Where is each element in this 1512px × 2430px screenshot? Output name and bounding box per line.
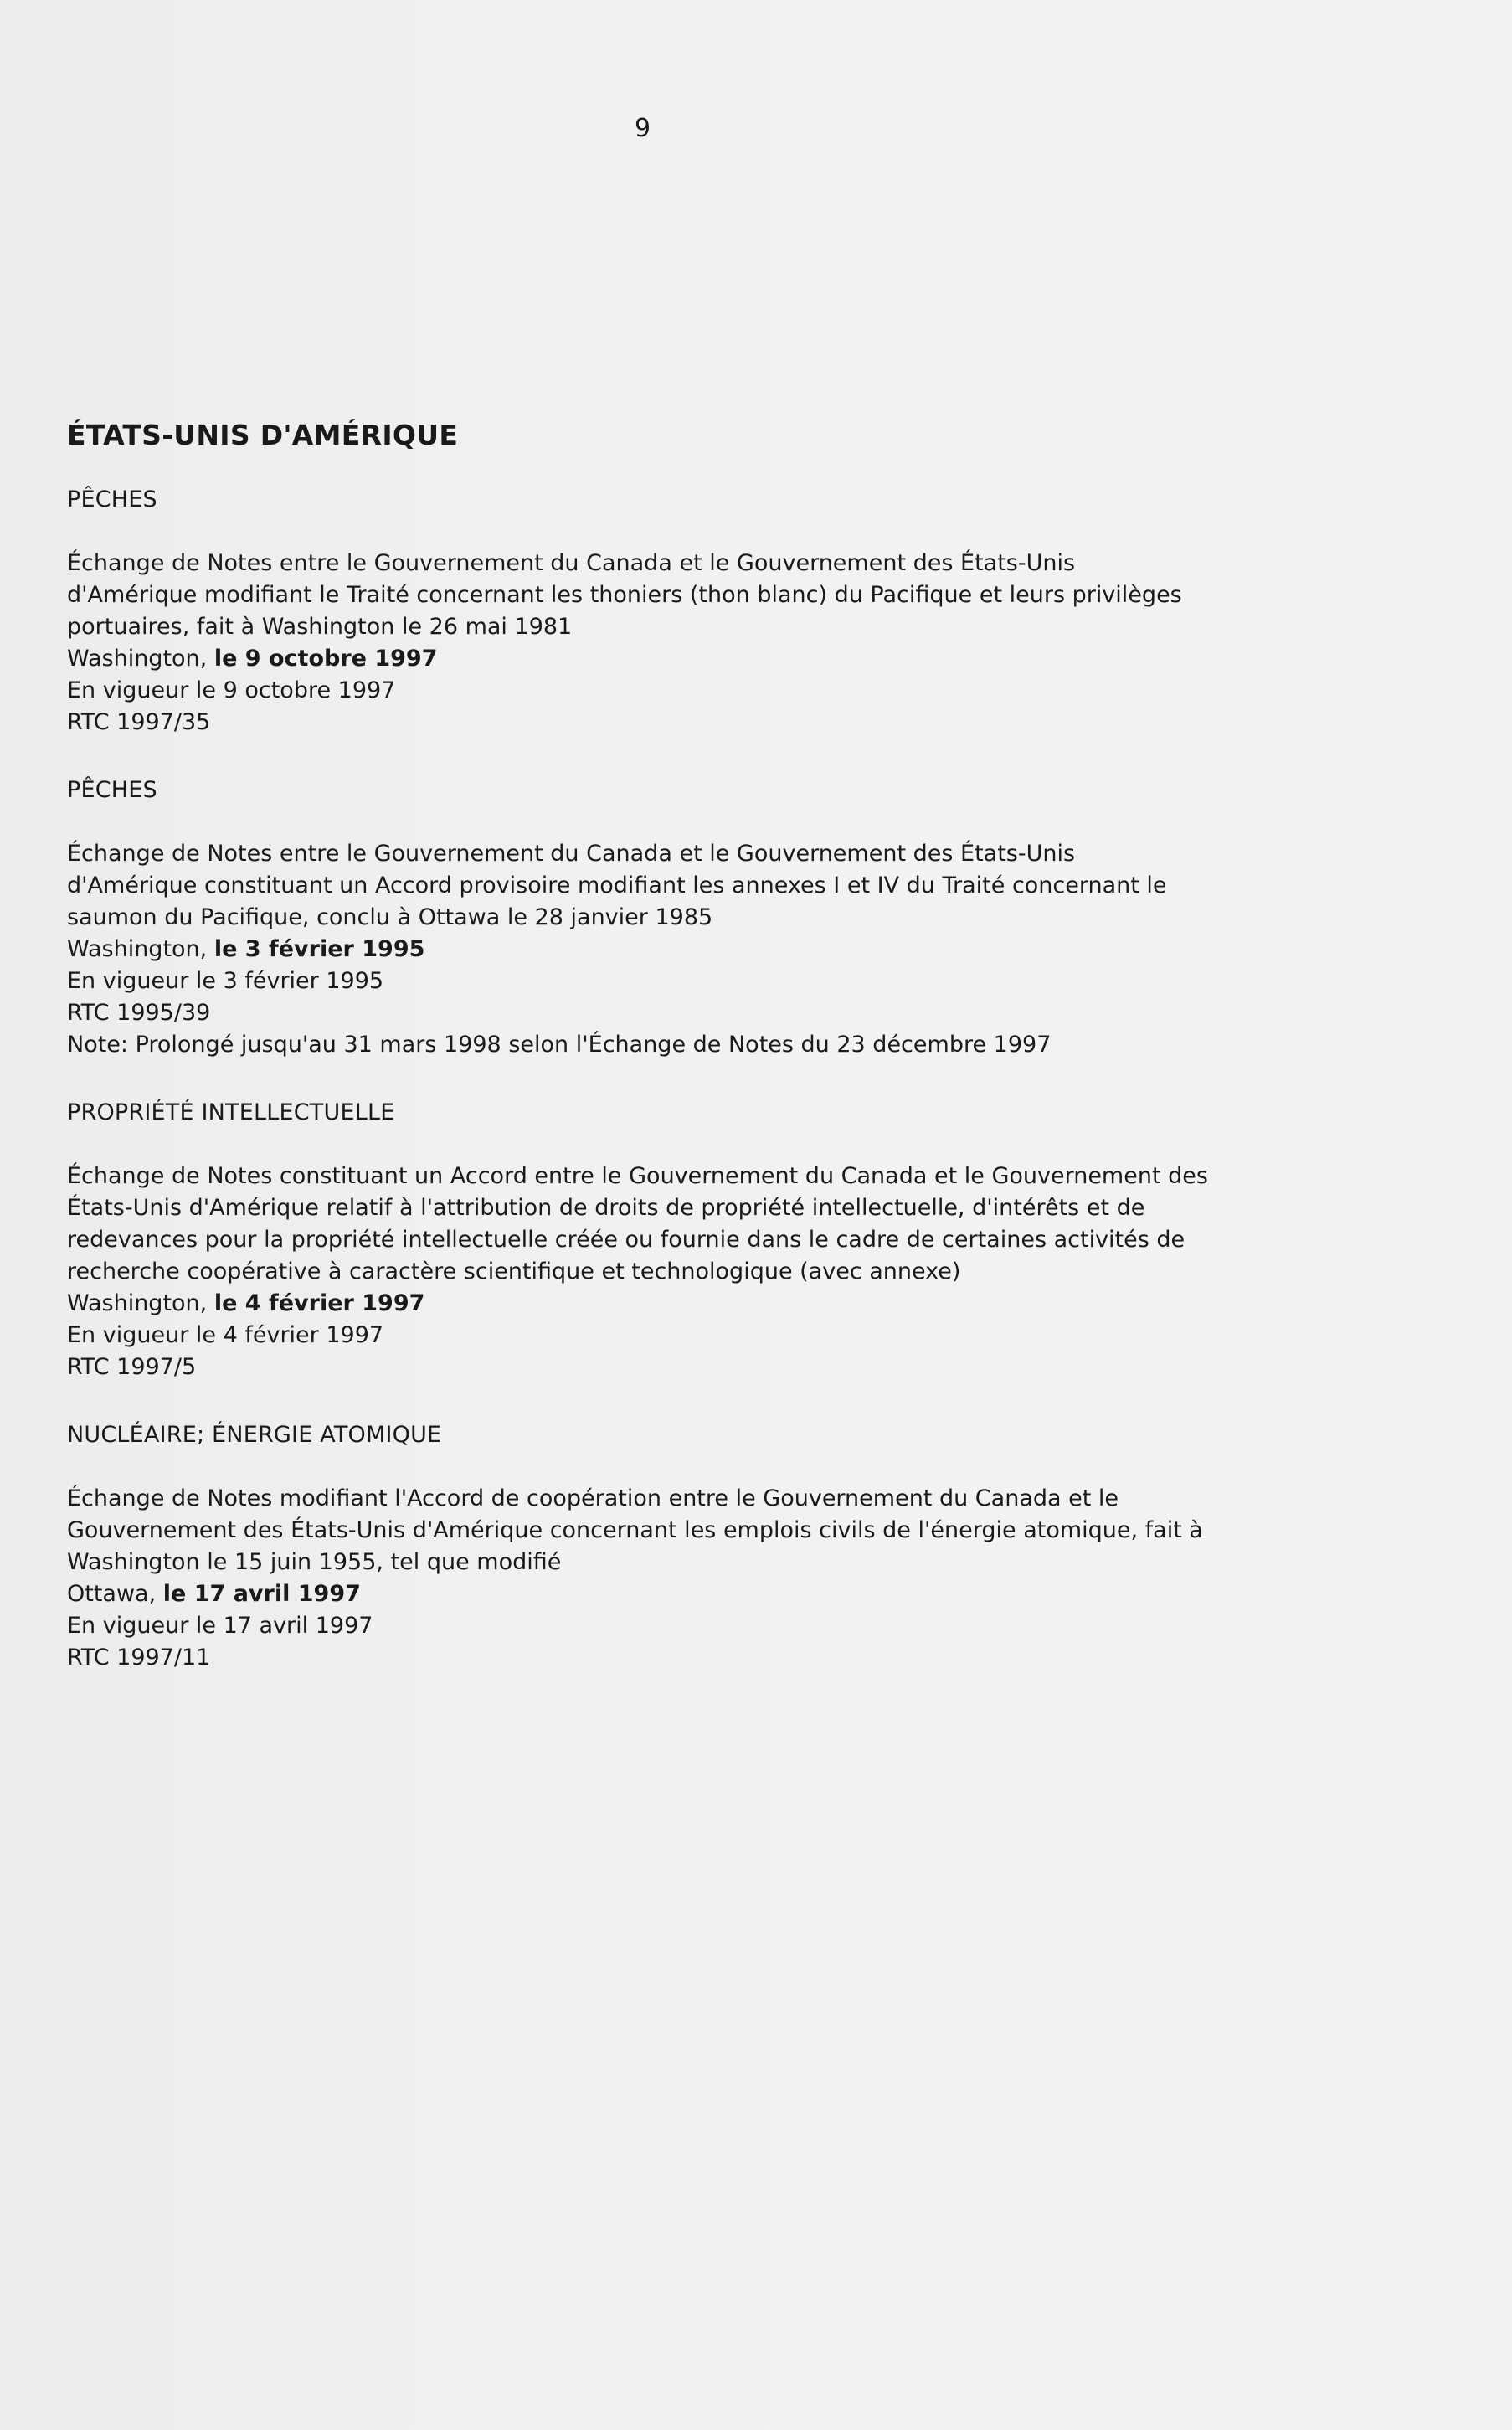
- description-line: d'Amérique modifiant le Traité concernant les thoniers (thon blanc) du Pacifique et leurs privilèges: [67, 582, 1182, 608]
- rtc-reference: RTC 1997/35: [67, 709, 211, 735]
- description-line: d'Amérique constituant un Accord provisoire modifiant les annexes I et IV du Traité concernant le: [67, 873, 1167, 898]
- description-line: Gouvernement des États-Unis d'Amérique concernant les emplois civils de l'énergie atomique, fait à: [67, 1517, 1203, 1543]
- signature-date: le 9 octobre 1997: [213, 646, 438, 672]
- description-line: Échange de Notes entre le Gouvernement du Canada et le Gouvernement des États-Unis: [67, 841, 1076, 867]
- in-force-line: En vigueur le 9 octobre 1997: [67, 677, 396, 703]
- signature-line: [67, 1288, 1306, 1320]
- signature-line: [67, 643, 1306, 675]
- section-heading: PÊCHES: [67, 777, 157, 803]
- rtc-reference: RTC 1997/5: [67, 1354, 197, 1380]
- signature-place: Washington,: [67, 646, 214, 672]
- section-heading: NUCLÉAIRE; ÉNERGIE ATOMIQUE: [67, 1422, 442, 1448]
- note-line: Note: Prolongé jusqu'au 31 mars 1998 selon l'Échange de Notes du 23 décembre 1997: [67, 1032, 1052, 1058]
- treaty-entry: [67, 777, 1306, 1061]
- signature-line: [67, 1578, 1306, 1610]
- rtc-reference: RTC 1995/39: [67, 1000, 211, 1026]
- treaty-entry: [67, 487, 1306, 739]
- description-line: Échange de Notes modifiant l'Accord de coopération entre le Gouvernement du Canada et le: [67, 1485, 1119, 1511]
- rtc-reference: RTC 1997/11: [67, 1645, 211, 1671]
- description-line: saumon du Pacifique, conclu à Ottawa le 28 janvier 1985: [67, 904, 713, 930]
- description-line: recherche coopérative à caractère scientifique et technologique (avec annexe): [67, 1259, 961, 1285]
- signature-place: Washington,: [67, 1290, 214, 1316]
- description-line: Échange de Notes constituant un Accord entre le Gouvernement du Canada et le Gouvernement des: [67, 1163, 1208, 1189]
- signature-date: le 4 février 1997: [213, 1290, 425, 1316]
- signature-date: le 17 avril 1997: [162, 1581, 361, 1607]
- description-line: portuaires, fait à Washington le 26 mai 1981: [67, 614, 573, 640]
- treaty-entry: [67, 1099, 1306, 1383]
- section-heading: PROPRIÉTÉ INTELLECTUELLE: [67, 1099, 395, 1125]
- description-line: redevances pour la propriété intellectuelle créée ou fournie dans le cadre de certaines activités de: [67, 1227, 1185, 1253]
- signature-line: [67, 934, 1306, 965]
- description-line: Washington le 15 juin 1955, tel que modifié: [67, 1549, 562, 1575]
- in-force-line: En vigueur le 17 avril 1997: [67, 1613, 373, 1639]
- page-number: 9: [635, 114, 651, 143]
- in-force-line: En vigueur le 3 février 1995: [67, 968, 384, 994]
- country-title: ÉTATS-UNIS D'AMÉRIQUE: [67, 419, 459, 451]
- treaty-entry: [67, 1422, 1306, 1674]
- section-heading: PÊCHES: [67, 487, 157, 512]
- description-line: Échange de Notes entre le Gouvernement du Canada et le Gouvernement des États-Unis: [67, 550, 1076, 576]
- signature-place: Washington,: [67, 936, 214, 962]
- signature-date: le 3 février 1995: [213, 936, 425, 962]
- description-line: États-Unis d'Amérique relatif à l'attribution de droits de propriété intellectuelle, d'intérêts et de: [67, 1195, 1145, 1221]
- signature-place: Ottawa,: [67, 1581, 163, 1607]
- treaty-list: [67, 419, 1306, 1712]
- in-force-line: En vigueur le 4 février 1997: [67, 1322, 384, 1348]
